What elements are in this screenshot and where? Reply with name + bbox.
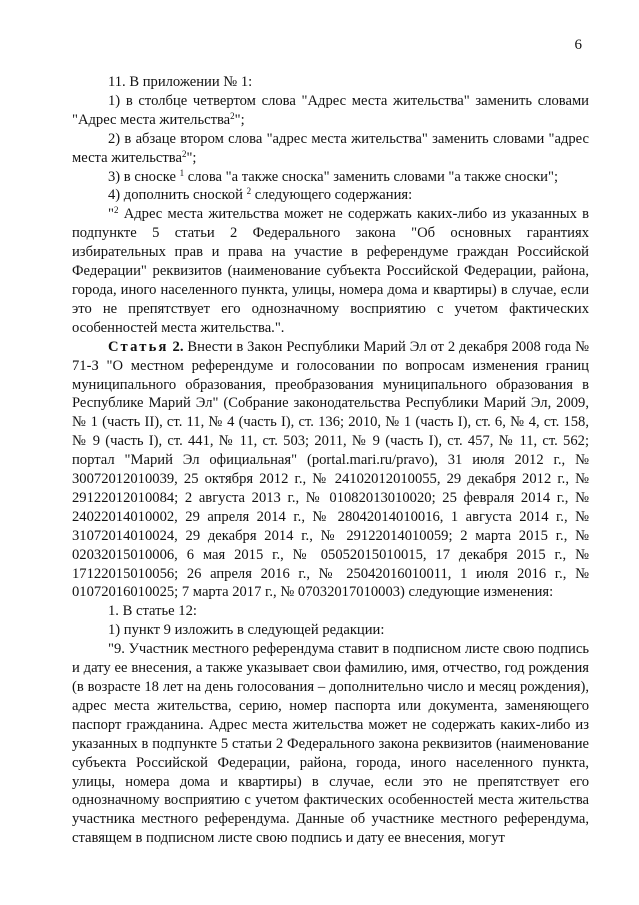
footnote-ref: 2 <box>181 148 187 159</box>
footnote-ref: 2 <box>230 110 235 121</box>
paragraph-item-11: 11. В приложении № 1: <box>108 74 253 90</box>
paragraph-subitem-3: 3) в сноске $^1$ слова "а также сноска" заменить словами "а также сноски"; <box>108 167 558 185</box>
page-number: 6 <box>574 37 582 53</box>
footnote-ref: 1 <box>179 167 185 178</box>
footnote-ref: 2 <box>113 205 119 216</box>
paragraph-article-12: 1. В статье 12: <box>108 603 197 620</box>
article-text: Внести в Закон Республики Марий Эл от 2 декабря 2008 года № 71-З "О местном референдуме и голосовании по вопросам изменения границ муниципального образования, преобразования муниципального образования в Республике Марий Эл" (Собрание законодательства Республики Марий Эл, 2009, № 1 (часть II), ст. 11, № 4 (часть I), ст. 136; 2010, № 1 (часть I), ст. 6, № 4, ст. 158, № 9 (часть I), ст. 441, № 11, ст. 503; 2011, № 9 (часть I), ст. 457, № 11, ст. 562; портал "Марий Эл официальная" (portal.mari.ru/pravo), 31 июля 2012 г., № 30072012010039, 25 октября 2012 г., № 24102012010055, 29 декабря 2012 г., № 29122012010084; 2 августа 2013 г., № 01082013010020; 25 февраля 2014 г., № 24022014010002, 29 апреля 2014 г., № 28042014010016, 1 августа 2014 г., № 31072014010024, 29 декабря 2014 г., № 29122014010059; 2 марта 2015 г., № 02032015010006, 6 мая 2015 г., № 05052015010015, 17 декабря 2015 г., № 17122015010056; 26 апреля 2016 г., № 25042016010011, 1 июля 2016 г., № 01072016010025; 7 марта 2017 г., № 07032017010003) следующие изменения: <box>72 338 589 601</box>
article-number: 2. <box>172 338 184 355</box>
paragraph-point-9: 1) пункт 9 изложить в следующей редакции: <box>108 622 385 639</box>
paragraph-subitem-4: 4) дополнить сноской $^2$ следующего содержания: <box>108 186 413 204</box>
document-body <box>72 70 589 848</box>
footnote-text: "$^2$ Адрес места жительства может не содержать каких-либо из указанных в подпункте 5 статьи 2 Федерального закона "Об основных гарантиях избирательных прав и права на участие в референдуме граждан Российской Федерации" реквизитов (наименование субъекта Российской Федерации, района, города, иного населенного пункта, улицы, номера дома и квартиры) в случае, если это не препятствует его однозначному восприятию с учетом фактических особенностей места жительства.". <box>72 205 589 336</box>
article-heading: Статья <box>108 338 169 355</box>
paragraph-subitem-2: 2) в абзаце втором слова "адрес места жительства" заменить словами "адрес места жительства$^2$"; <box>72 130 589 166</box>
article-2 <box>72 338 589 603</box>
paragraph-point-9-text: "9. Участник местного референдума ставит в подписном листе свою подпись и дату ее внесения, а также указывает свои фамилию, имя, отчество, год рождения (в возрасте 18 лет на день голосования – дополнительно число и месяц рождения), адрес места жительства, серию, номер паспорта или документа, заменяющего паспорт гражданина. Адрес места жительства может не содержать каких-либо из указанных в подпункте 5 статьи 2 Федерального закона реквизитов (наименование субъекта Российской Федерации, района, города, иного населенного пункта, улицы, номера дома и квартиры) в случае, если это не препятствует его однозначному восприятию с учетом фактических особенностей места жительства участника местного референдума. Данные об участнике местного референдума, ставящем в подписном листе свою подпись и дату ее внесения, могут <box>72 641 589 847</box>
footnote-ref: 2 <box>246 186 252 197</box>
paragraph-subitem-1: 1) в столбце четвертом слова "Адрес места жительства" заменить словами "Адрес места жительства$^2$"; <box>72 92 589 128</box>
